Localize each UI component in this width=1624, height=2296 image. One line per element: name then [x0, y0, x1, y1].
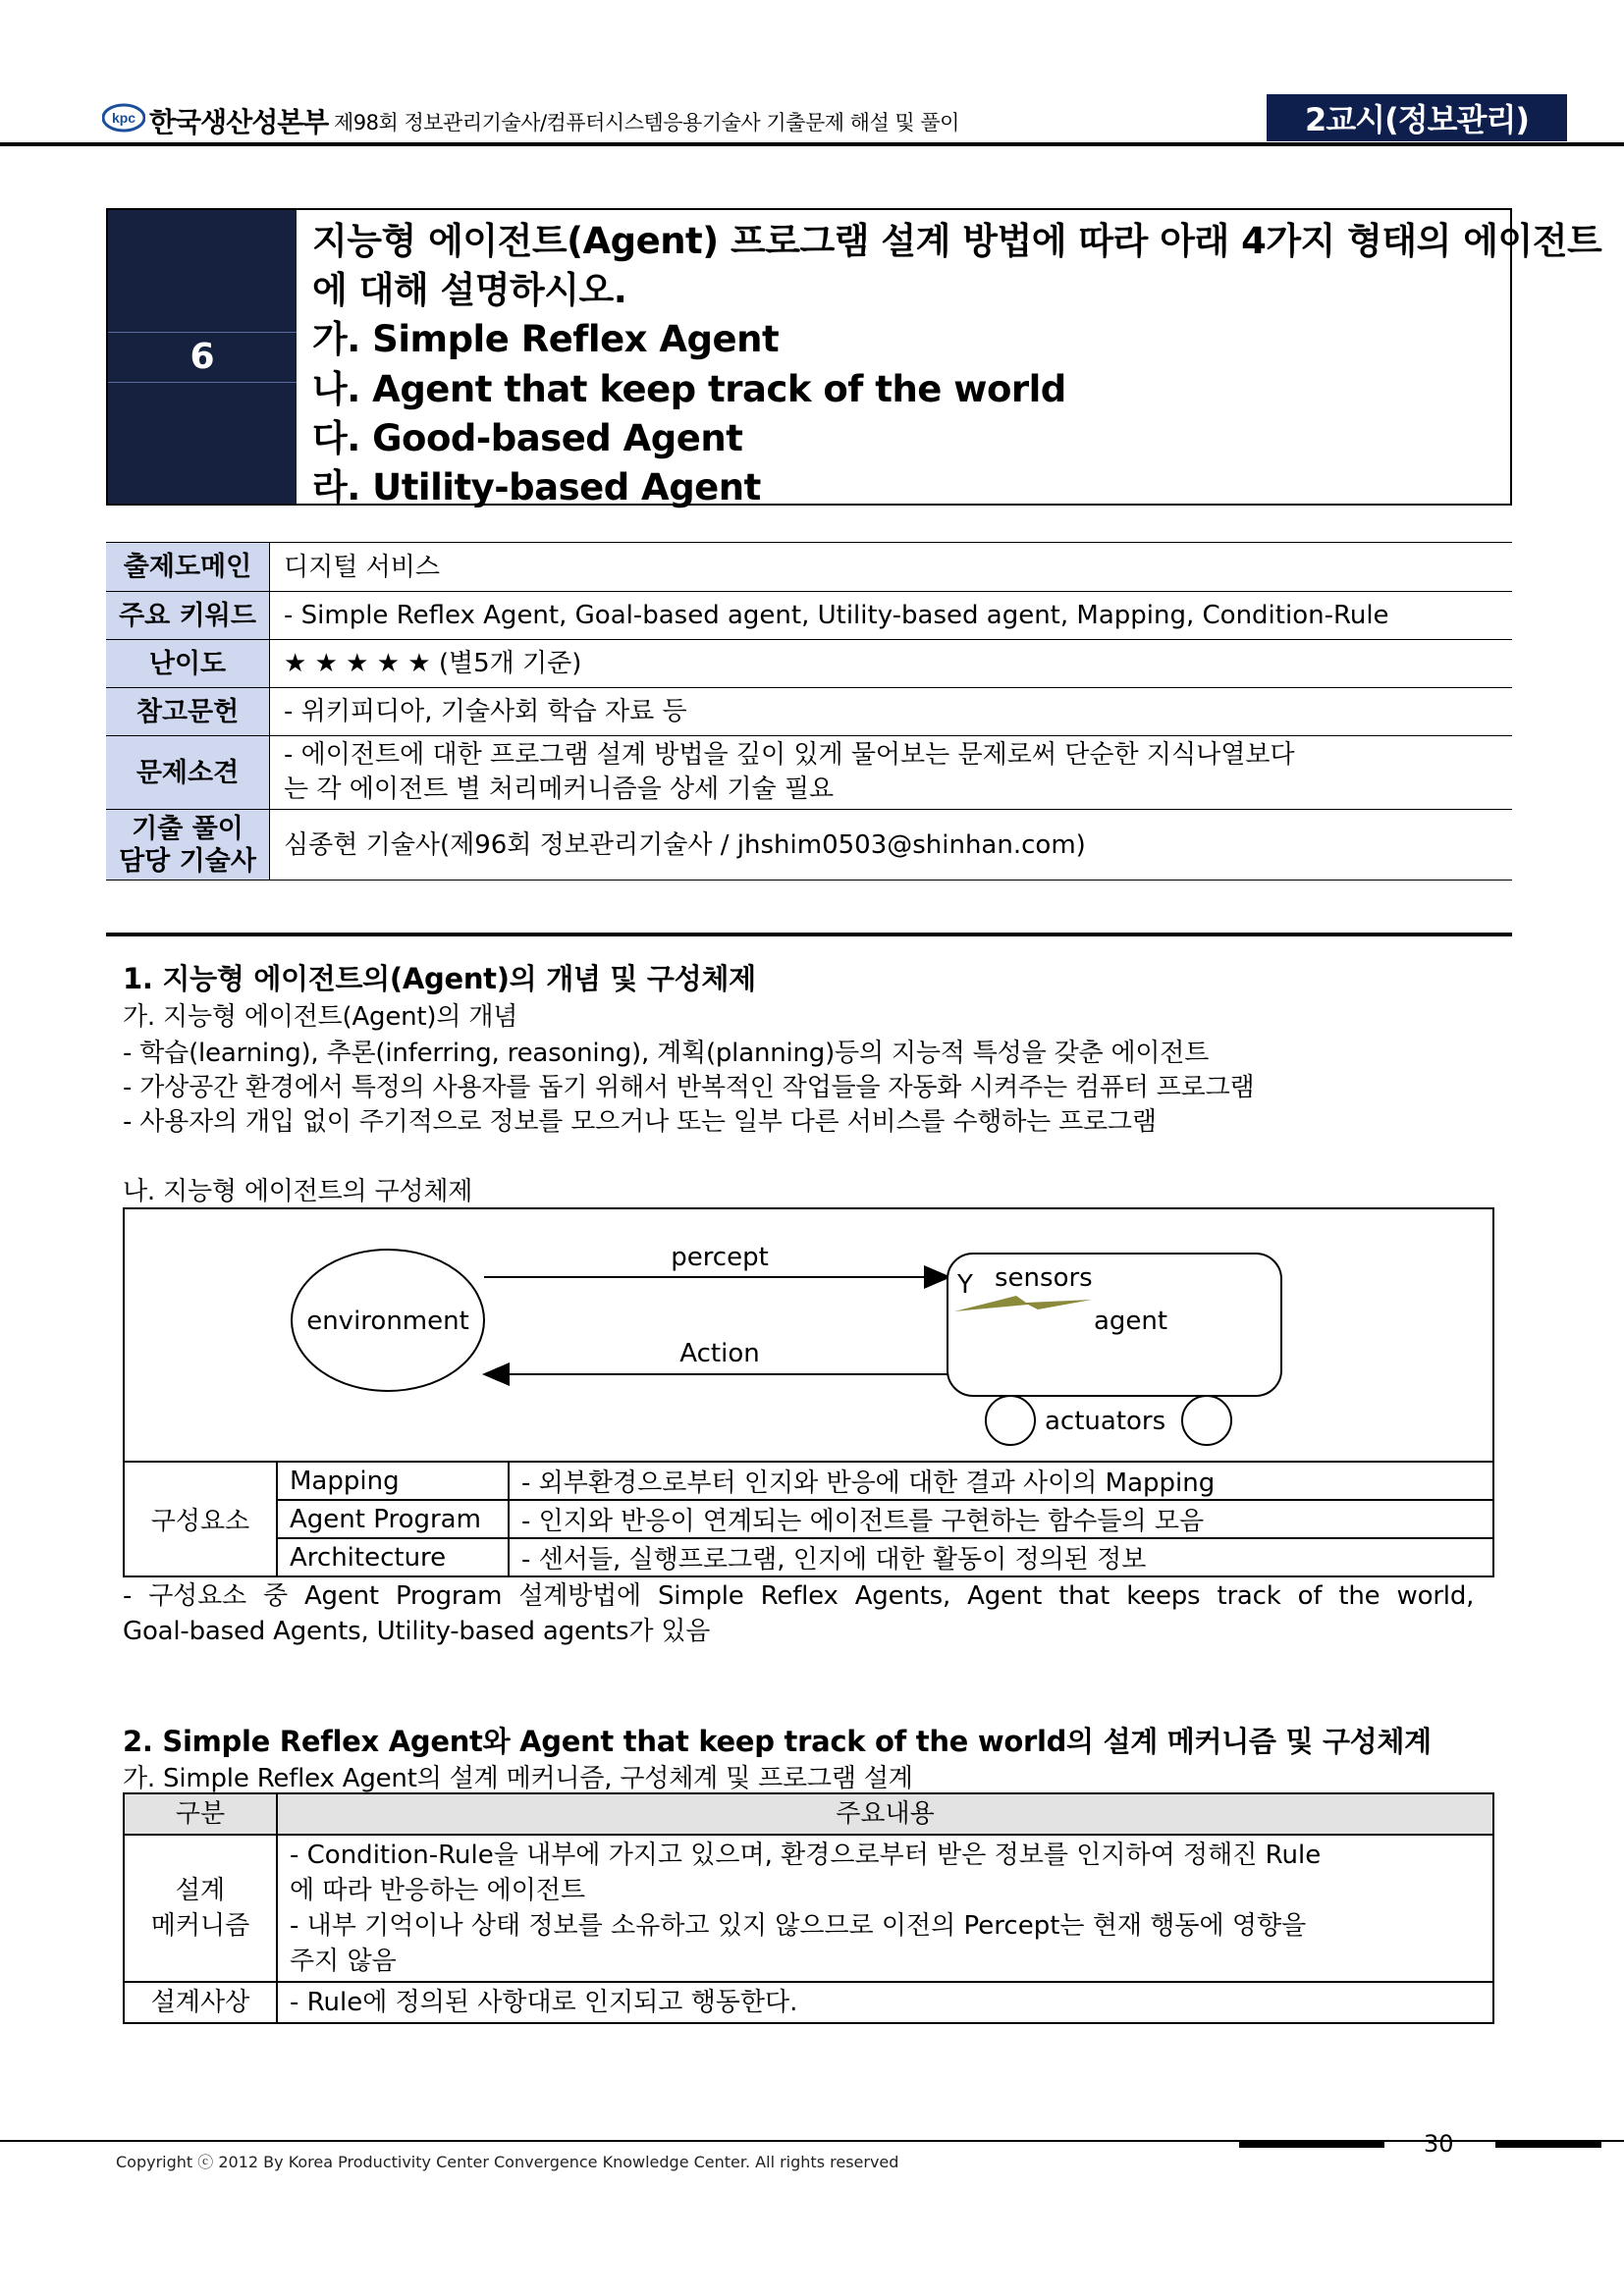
question-line: 다. Good-based Agent: [312, 417, 743, 459]
info-row: [106, 640, 1512, 688]
org-name: 한국생산성본부: [149, 106, 329, 138]
header-rule: [0, 142, 1624, 146]
actuator-wheel-left: [986, 1396, 1035, 1445]
row-content-line: 에 따라 반응하는 에이전트: [290, 1876, 586, 1905]
info-label-line: 담당 기술사: [119, 845, 256, 877]
agent-diagram: [123, 1207, 1494, 1461]
info-label-line: 기출 풀이: [132, 813, 244, 844]
section2-title: 2. Simple Reflex Agent와 Agent that keep track of the world의 설계 메커니즘 및 구성체계: [123, 1725, 1432, 1758]
info-label: 주요 키워드: [106, 592, 270, 640]
row-content-line: 주지 않음: [290, 1947, 397, 1976]
action-label: Action: [679, 1339, 760, 1368]
question-number: 6: [189, 336, 215, 377]
info-row: [106, 592, 1512, 640]
kpc-logo-text: kpc: [111, 110, 136, 126]
row-label-line: 설계: [175, 1876, 226, 1905]
question-line: 지능형 에이전트(Agent) 프로그램 설계 방법에 따라 아래 4가지 형태의 에이전트: [312, 220, 1602, 262]
info-value: - Simple Reflex Agent, Goal-based agent, Utility-based agent, Mapping, Condition-Rule: [270, 592, 1513, 640]
table-header-row: [124, 1793, 1493, 1835]
info-value: 디지털 서비스: [270, 543, 1513, 592]
section1-sub-a: 가. 지능형 에이전트(Agent)의 개념: [123, 1002, 518, 1032]
table-row: [124, 1538, 1493, 1576]
section1-note: Goal-based Agents, Utility-based agents가 있음: [123, 1617, 711, 1646]
section2-sub-a: 가. Simple Reflex Agent의 설계 메커니즘, 구성체계 및 프로그램 설계: [123, 1764, 913, 1793]
table-row: [124, 1835, 1493, 1982]
section-rule: [106, 933, 1512, 936]
reflex-agent-table: [123, 1792, 1494, 2024]
actuator-wheel-right: [1182, 1396, 1231, 1445]
environment-label: environment: [306, 1307, 469, 1336]
section1-bullet: - 학습(learning), 추론(inferring, reasoning), 계획(planning)등의 지능적 특성을 갖춘 에이전트: [123, 1039, 1210, 1068]
component-desc: - 외부환경으로부터 인지와 반응에 대한 결과 사이의 Mapping: [509, 1462, 1493, 1500]
section1-bullet: - 사용자의 개입 없이 주기적으로 정보를 모으거나 또는 일부 다른 서비스를 수행하는 프로그램: [123, 1107, 1157, 1137]
info-label: [106, 810, 270, 881]
section1-note: - 구성요소 중 Agent Program 설계방법에 Simple Reflex Agents, Agent that keeps track of the world,: [123, 1581, 1475, 1611]
info-value-line: 는 각 에이전트 별 처리메커니즘을 상세 기술 필요: [284, 774, 835, 804]
section1-sub-b: 나. 지능형 에이전트의 구성체제: [123, 1177, 473, 1206]
question-line: 가. Simple Reflex Agent: [312, 318, 780, 360]
row-label-line: 메커니즘: [150, 1911, 250, 1941]
info-value: ★ ★ ★ ★ ★ (별5개 기준): [270, 640, 1513, 688]
header-subtitle: 제98회 정보관리기술사/컴퓨터시스템응용기술사 기출문제 해설 및 풀이: [334, 111, 959, 134]
row-content: - Rule에 정의된 사항대로 인지되고 행동한다.: [277, 1982, 1493, 2023]
row-label: [124, 1835, 277, 1982]
row-content-line: - Condition-Rule을 내부에 가지고 있으며, 환경으로부터 받은 정보를 인지하여 정해진 Rule: [290, 1841, 1322, 1870]
component-name: Agent Program: [277, 1500, 509, 1538]
session-badge: 2교시(정보관리): [1267, 94, 1567, 141]
row-content: [277, 1835, 1493, 1982]
sensor-icon: Y: [957, 1270, 973, 1300]
info-value: - 위키피디아, 기술사회 학습 자료 등: [270, 688, 1513, 736]
actuators-label: actuators: [1045, 1407, 1166, 1436]
row-label: 설계사상: [124, 1982, 277, 2023]
component-desc: - 센서들, 실행프로그램, 인지에 대한 활동이 정의된 정보: [509, 1538, 1493, 1576]
agent-label: agent: [1094, 1307, 1168, 1336]
table-row: [124, 1462, 1493, 1500]
question-line: 라. Utility-based Agent: [312, 466, 761, 508]
row-content-line: - 내부 기억이나 상태 정보를 소유하고 있지 않으므로 이전의 Percept는 현재 행동에 영향을: [290, 1911, 1307, 1941]
copyright: Copyright ⓒ 2012 By Korea Productivity Center Convergence Knowledge Center. All rights reserved: [116, 2153, 899, 2171]
info-label: 참고문헌: [106, 688, 270, 736]
components-table: [123, 1461, 1494, 1577]
footer-bar: [1495, 2140, 1601, 2148]
info-table: [106, 542, 1512, 881]
component-name: Mapping: [277, 1462, 509, 1500]
info-value-line: - 에이전트에 대한 프로그램 설계 방법을 깊이 있게 물어보는 문제로써 단순한 지식나열보다: [284, 740, 1295, 770]
info-label: 출제도메인: [106, 543, 270, 592]
info-value: [270, 736, 1513, 810]
footer-bar: [1239, 2140, 1384, 2148]
question-line: 나. Agent that keep track of the world: [312, 368, 1066, 410]
info-label: 문제소견: [106, 736, 270, 810]
sensors-label: sensors: [995, 1263, 1093, 1293]
info-row: [106, 736, 1512, 810]
question-line: 에 대해 설명하시오.: [312, 269, 627, 311]
kpc-logo: [102, 103, 145, 133]
info-row: [106, 543, 1512, 592]
table-row: [124, 1982, 1493, 2023]
section1-title: 1. 지능형 에이전트의(Agent)의 개념 및 구성체제: [123, 962, 756, 995]
components-group-label: 구성요소: [124, 1462, 277, 1576]
page-number: 30: [1424, 2130, 1454, 2158]
table-header: 주요내용: [277, 1793, 1493, 1835]
info-row: [106, 810, 1512, 881]
info-value: 심종현 기술사(제96회 정보관리기술사 / jhshim0503@shinhan.com): [270, 810, 1513, 881]
percept-label: percept: [671, 1243, 769, 1272]
component-desc: - 인지와 반응이 연계되는 에이전트를 구현하는 함수들의 모음: [509, 1500, 1493, 1538]
info-row: [106, 688, 1512, 736]
info-label: 난이도: [106, 640, 270, 688]
component-name: Architecture: [277, 1538, 509, 1576]
table-row: [124, 1500, 1493, 1538]
section1-bullet: - 가상공간 환경에서 특정의 사용자를 돕기 위해서 반복적인 작업들을 자동화 시켜주는 컴퓨터 프로그램: [123, 1073, 1255, 1102]
table-header: 구분: [124, 1793, 277, 1835]
